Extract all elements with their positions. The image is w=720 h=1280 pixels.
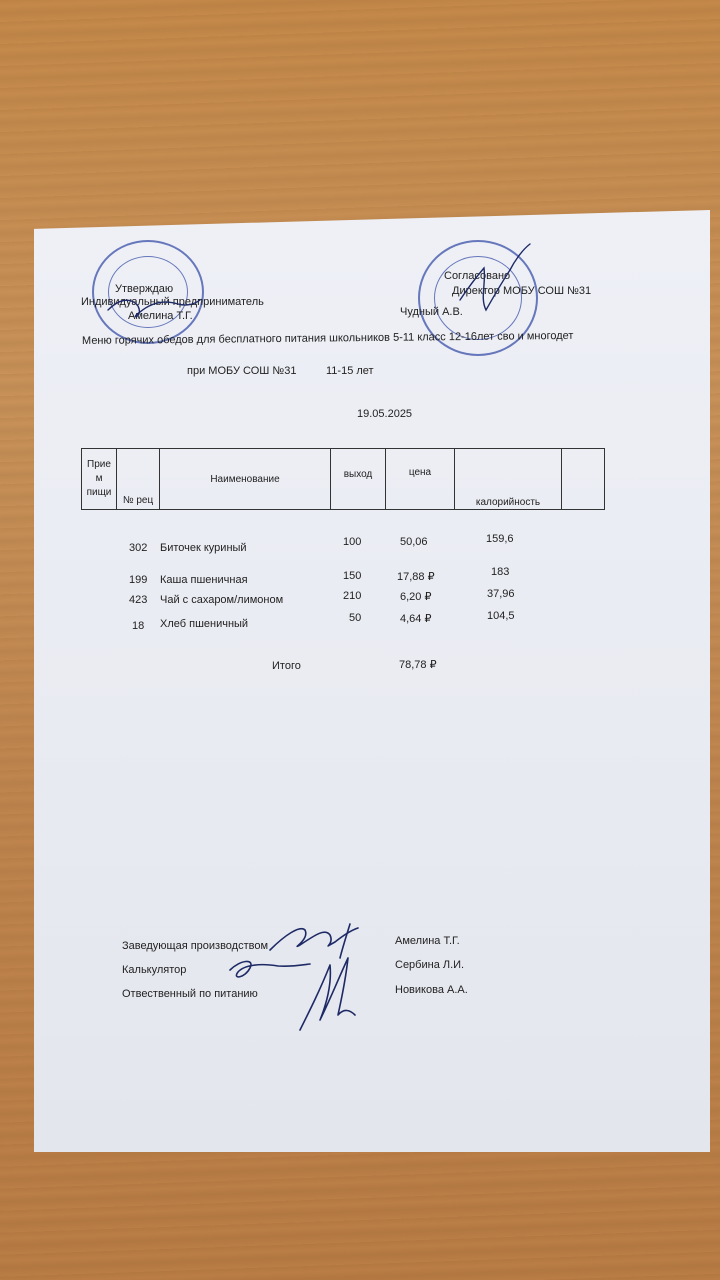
- signature-name: Новикова А.А.: [395, 984, 468, 996]
- signature-name: Сербина Л.И.: [395, 959, 465, 971]
- col-calories: калорийность: [455, 449, 562, 510]
- dish-yield: 50: [349, 612, 362, 624]
- recipe-number: 18: [132, 620, 145, 632]
- recipe-number: 199: [129, 574, 148, 586]
- signature-stroke: [230, 961, 310, 977]
- menu-title: Меню горячих обедов для бесплатного питания школьников 5-11 класс 12-16лет сво и многодет: [81, 329, 574, 347]
- dish-yield: 100: [343, 536, 362, 548]
- agreer-position: Директор МОБУ СОШ №31: [452, 285, 592, 297]
- signature-stroke: [340, 924, 350, 958]
- col-yield: выход: [331, 449, 386, 510]
- dish-calories: 37,96: [487, 588, 515, 600]
- school-name: при МОБУ СОШ №31: [187, 365, 297, 377]
- approve-label: Утверждаю: [115, 283, 174, 295]
- signature-role: Заведующая производством: [122, 940, 269, 952]
- dish-name: Каша пшеничная: [160, 574, 248, 586]
- age-group: 11-15 лет: [326, 365, 374, 377]
- total-label: Итого: [272, 660, 301, 672]
- signature-stroke: [108, 300, 200, 317]
- dish-name: Чай с сахаром/лимоном: [160, 594, 284, 606]
- dish-yield: 150: [343, 570, 362, 582]
- signature-role: Калькулятор: [122, 964, 187, 976]
- dish-calories: 183: [491, 566, 510, 578]
- recipe-number: 423: [129, 594, 148, 606]
- signature-stroke: [300, 958, 355, 1030]
- dish-price: 50,06: [400, 536, 428, 548]
- col-recipe: № рец: [117, 449, 160, 510]
- approver-position: Индивидуальный предприниматель: [81, 296, 264, 308]
- col-meal: Прие м пищи: [82, 449, 117, 510]
- col-price: цена: [386, 449, 455, 510]
- dish-yield: 210: [343, 590, 362, 602]
- dish-price: 17,88 ₽: [397, 571, 435, 583]
- signature-name: Амелина Т.Г.: [395, 935, 460, 947]
- recipe-number: 302: [129, 542, 148, 554]
- signature-stroke: [460, 244, 530, 310]
- dish-calories: 104,5: [487, 610, 515, 622]
- approver-name: Амелина Т.Г.: [128, 310, 193, 322]
- dish-name: Хлеб пшеничный: [160, 618, 249, 630]
- signature-role: Отвественный по питанию: [122, 988, 258, 1000]
- dish-calories: 159,6: [486, 533, 514, 545]
- col-name: Наименование: [160, 449, 331, 510]
- agreed-label: Согласовано: [444, 270, 511, 282]
- total-value: 78,78 ₽: [399, 659, 437, 671]
- dish-price: 4,64 ₽: [400, 613, 432, 625]
- dish-price: 6,20 ₽: [400, 591, 432, 603]
- dish-name: Биточек куриный: [160, 542, 247, 554]
- agreer-name: Чудный А.В.: [400, 306, 463, 318]
- menu-date: 19.05.2025: [357, 408, 413, 420]
